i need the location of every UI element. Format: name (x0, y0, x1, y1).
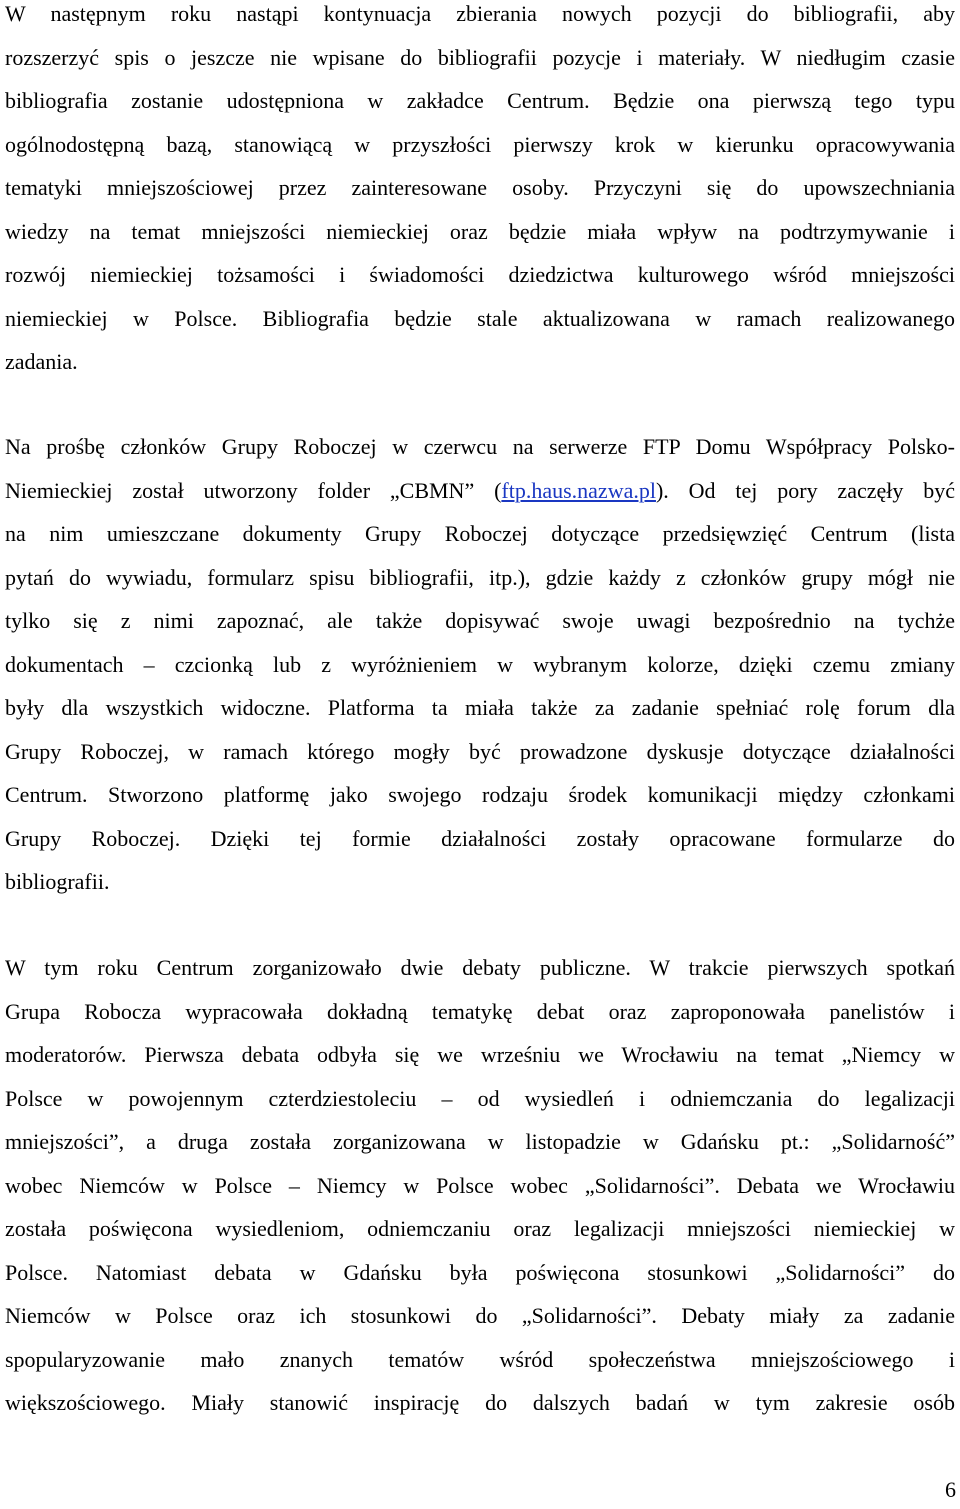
text-line: rozwój niemieckiej tożsamości i świadomości dziedzictwa kulturowego wśród mniejszości (5, 262, 955, 287)
text-line: bibliografia zostanie udostępniona w zakładce Centrum. Będzie ona pierwszą tego typu (5, 88, 955, 113)
text-line: wiedzy na temat mniejszości niemieckiej oraz będzie miała wpływ na podtrzymywanie i (5, 218, 955, 244)
page-number: 6 (945, 1477, 956, 1502)
text-line: Polsce. Natomiast debata w Gdańsku była poświęcona stosunkowi „Solidarności” do (5, 1259, 955, 1285)
text-line: Na prośbę członków Grupy Roboczej w czerwcu na serwerze FTP Domu Współpracy Polsko- (5, 434, 955, 459)
text-line: bibliografii. (5, 869, 110, 894)
text-line: tematyki mniejszościowej przez zainteresowane osoby. Przyczyni się do upowszechniania (5, 175, 955, 200)
text-line: spopularyzowanie mało znanych tematów wśród społeczeństwa mniejszościowego i (5, 1346, 955, 1372)
text-line: W tym roku Centrum zorganizowało dwie debaty publiczne. W trakcie pierwszych spotkań (5, 955, 955, 980)
text-line: większościowego. Miały stanowić inspirację do dalszych badań w tym zakresie osób (5, 1390, 955, 1415)
text-line: mniejszości”, a druga została zorganizowana w listopadzie w Gdańsku pt.: „Solidarność” (5, 1129, 955, 1154)
text-line: tylko się z nimi zapoznać, ale także dopisywać swoje uwagi bezpośrednio na tychże (5, 608, 955, 633)
text-line: Niemców w Polsce oraz ich stosunkowi do „Solidarności”. Debaty miały za zadanie (5, 1303, 955, 1328)
text-line: Centrum. Stworzono platformę jako swojego rodzaju środek komunikacji między członkami (5, 782, 955, 807)
text-line: W następnym roku nastąpi kontynuacja zbierania nowych pozycji do bibliografii, aby (5, 1, 955, 26)
text-line: rozszerzyć spis o jeszcze nie wpisane do bibliografii pozycje i materiały. W niedługim czasie (5, 44, 955, 70)
text-line: zadania. (5, 349, 78, 374)
text-line-with-link (5, 469, 955, 513)
text-line: ogólnodostępną bazą, stanowiącą w przyszłości pierwszy krok w kierunku opracowywania (5, 131, 955, 157)
text-line: Polsce w powojennym czterdziestoleciu – od wysiedleń i odniemczania do legalizacji (5, 1085, 955, 1111)
text-line: na nim umieszczane dokumenty Grupy Roboczej dotyczące przedsięwzięć Centrum (lista (5, 521, 955, 546)
text-line: niemieckiej w Polsce. Bibliografia będzie stale aktualizowana w ramach realizowanego (5, 305, 955, 331)
text-line: były dla wszystkich widoczne. Platforma ta miała także za zadanie spełniać rolę forum dla (5, 695, 955, 720)
paragraph-bibliography (5, 0, 955, 384)
text-segment: ). Od tej pory zaczęły być (655, 477, 955, 503)
text-line: wobec Niemców w Polsce – Niemcy w Polsce wobec „Solidarności”. Debata we Wrocławiu (5, 1172, 955, 1198)
text-line: Grupy Roboczej, w ramach którego mogły być prowadzone dyskusje dotyczące działalności (5, 738, 955, 764)
text-line: Grupy Roboczej. Dzięki tej formie działalności zostały opracowane formularze do (5, 825, 955, 851)
text-line: została poświęcona wysiedleniom, odniemczaniu oraz legalizacji mniejszości niemieckiej w (5, 1216, 955, 1241)
text-line: moderatorów. Pierwsza debata odbyła się we wrześniu we Wrocławiu na temat „Niemcy w (5, 1042, 955, 1067)
paragraph-debates (5, 946, 955, 1425)
text-line: Grupa Robocza wypracowała dokładną tematykę debat oraz zaproponowała panelistów i (5, 998, 955, 1024)
text-line: dokumentach – czcionką lub z wyróżnieniem w wybranym kolorze, dzięki czemu zmiany (5, 651, 955, 677)
ftp-link[interactable]: ftp.haus.nazwa.pl (501, 477, 656, 503)
text-line: pytań do wywiadu, formularz spisu bibliografii, itp.), gdzie każdy z członków grupy mógł nie (5, 564, 955, 590)
text-segment: Niemieckiej został utworzony folder „CBMN” ( (5, 477, 502, 503)
paragraph-ftp-folder (5, 425, 955, 904)
